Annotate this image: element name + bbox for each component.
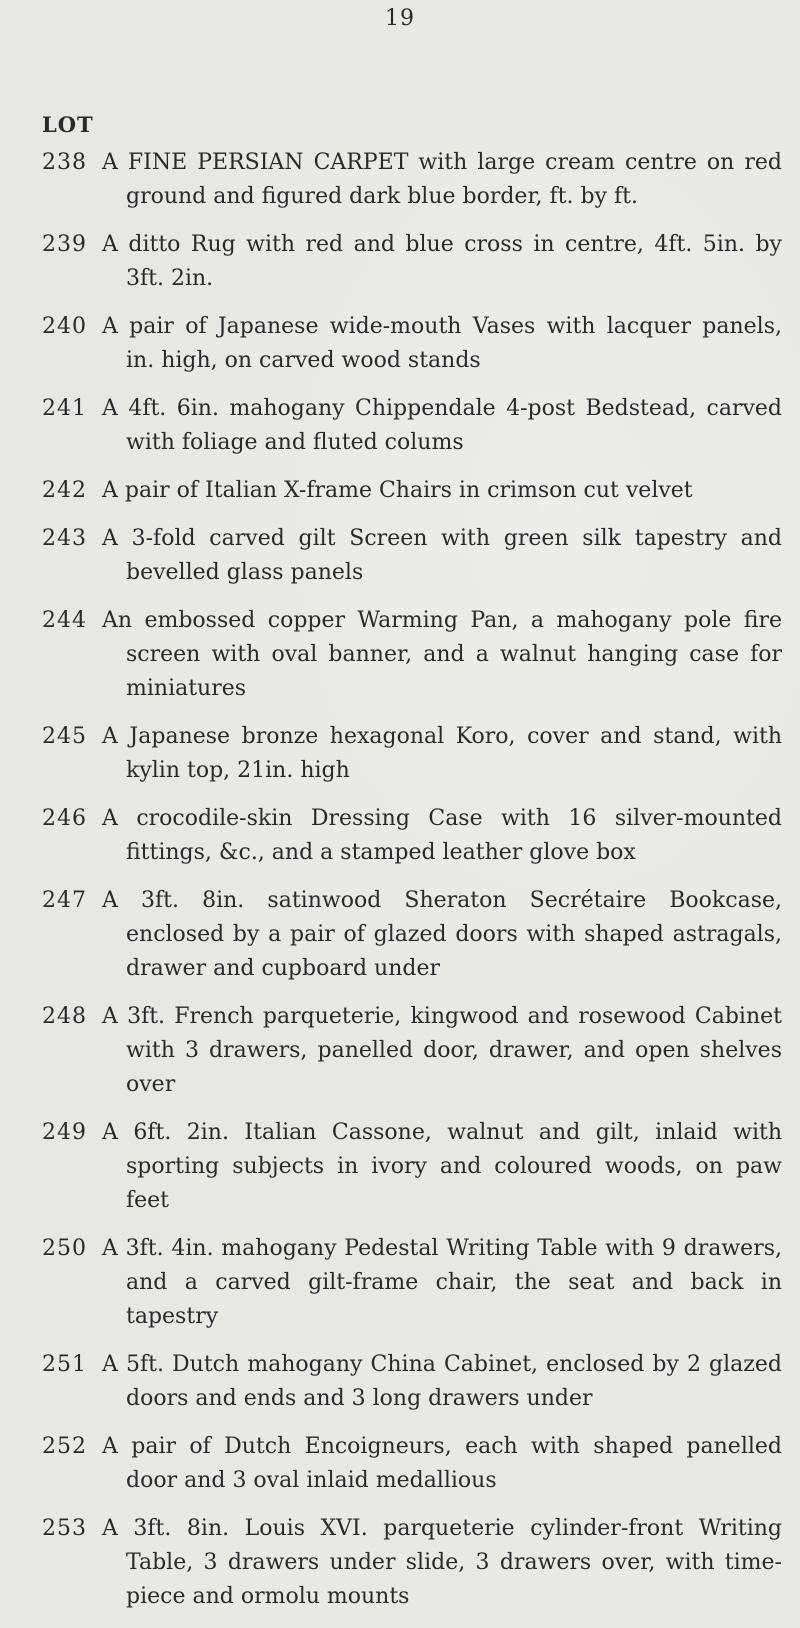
lot-description: A 3ft. 8in. Louis XVI. parqueterie cylinder-front Writing Table, 3 drawers under slide, 3 drawers over, with time-piece and ormolu mounts [102,1516,782,1609]
lot-entry-248 [42,1000,782,1102]
lot-entry-246 [42,802,782,870]
lot-number: 248 [42,1004,87,1029]
lot-entry-247 [42,884,782,986]
page-number: 19 [385,6,415,31]
lot-description: A 3ft. 8in. satinwood Sheraton Secrétaire Bookcase, enclosed by a pair of glazed doors with shaped astragals, drawer and cupboard under [102,888,782,981]
lot-description: A ditto Rug with red and blue cross in centre, 4ft. 5in. by 3ft. 2in. [102,232,782,291]
lot-number: 244 [42,608,87,633]
lot-number: 242 [42,478,87,503]
lot-number: 240 [42,314,87,339]
lot-description: A 3ft. 4in. mahogany Pedestal Writing Table with 9 drawers, and a carved gilt-frame chair, the seat and back in tapestry [102,1236,782,1329]
lot-column-header: LOT [42,112,94,137]
lot-description: A 3-fold carved gilt Screen with green silk tapestry and bevelled glass panels [102,526,782,585]
lot-description: An embossed copper Warming Pan, a mahogany pole fire screen with oval banner, and a walnut hanging case for miniatures [102,608,782,701]
lot-entry-241 [42,392,782,460]
lot-entry-253 [42,1512,782,1614]
lot-number: 251 [42,1352,87,1377]
lot-description: A FINE PERSIAN CARPET with large cream centre on red ground and figured dark blue border, ft. by ft. [102,150,782,209]
lot-entry-249 [42,1116,782,1218]
lot-entry-239 [42,228,782,296]
lot-entry-252 [42,1430,782,1498]
lot-description: A 3ft. French parqueterie, kingwood and rosewood Cabinet with 3 drawers, panelled door, drawer, and open shelves over [102,1004,782,1097]
lot-description: A 5ft. Dutch mahogany China Cabinet, enclosed by 2 glazed doors and ends and 3 long drawers under [102,1352,782,1411]
lot-number: 252 [42,1434,87,1459]
lot-entry-242 [42,474,782,508]
lot-number: 243 [42,526,87,551]
lot-description: A crocodile-skin Dressing Case with 16 silver-mounted fittings, &c., and a stamped leather glove box [102,806,782,865]
lot-description: A pair of Dutch Encoigneurs, each with shaped panelled door and 3 oval inlaid medallious [102,1434,782,1493]
lot-number: 249 [42,1120,87,1145]
lot-number: 245 [42,724,87,749]
lot-entry-251 [42,1348,782,1416]
lot-entry-238 [42,146,782,214]
lot-number: 253 [42,1516,87,1541]
lot-description: A pair of Italian X-frame Chairs in crimson cut velvet [102,478,693,503]
lot-number: 238 [42,150,87,175]
lot-number: 246 [42,806,87,831]
lot-entry-250 [42,1232,782,1334]
lot-entry-240 [42,310,782,378]
lot-description: A 4ft. 6in. mahogany Chippendale 4-post Bedstead, carved with foliage and fluted colums [102,396,782,455]
lot-list [42,146,782,1628]
lot-number: 241 [42,396,87,421]
lot-description: A pair of Japanese wide-mouth Vases with lacquer panels, in. high, on carved wood stands [102,314,782,373]
lot-description: A Japanese bronze hexagonal Koro, cover and stand, with kylin top, 21in. high [102,724,782,783]
lot-number: 250 [42,1236,87,1261]
lot-description: A 6ft. 2in. Italian Cassone, walnut and gilt, inlaid with sporting subjects in ivory and coloured woods, on paw feet [102,1120,782,1213]
lot-number: 239 [42,232,87,257]
lot-entry-243 [42,522,782,590]
lot-entry-245 [42,720,782,788]
lot-entry-244 [42,604,782,706]
lot-number: 247 [42,888,87,913]
